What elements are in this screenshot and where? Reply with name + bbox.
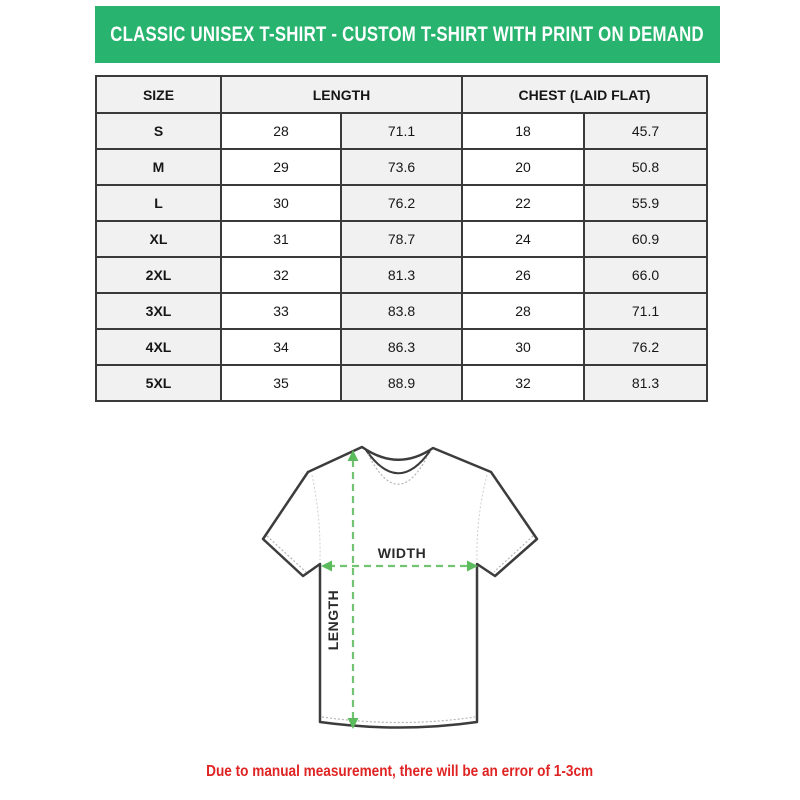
length-cm-cell (341, 365, 462, 401)
length-in-cell (221, 149, 341, 185)
length-in-cell (221, 221, 341, 257)
chest-in-cell (462, 365, 584, 401)
table-row (96, 221, 707, 257)
length-in-value: 30 (273, 195, 289, 211)
length-cm-value: 81.3 (387, 267, 416, 283)
chest-in-cell (462, 221, 584, 257)
length-cm-value: 88.9 (387, 375, 416, 391)
length-cm-cell (341, 149, 462, 185)
length-in-value: 32 (273, 267, 289, 283)
length-cm-value: 83.8 (387, 303, 416, 319)
length-cm-cell (341, 113, 462, 149)
measurement-note (0, 763, 800, 781)
chest-cm-value: 76.2 (631, 339, 660, 355)
chest-cm-value: 55.9 (631, 195, 660, 211)
chest-in-cell (462, 257, 584, 293)
column-header-size-label: SIZE (142, 86, 175, 103)
chest-in-cell (462, 293, 584, 329)
column-header-chest-label: CHEST (LAID FLAT) (518, 86, 651, 103)
chest-cm-cell (584, 257, 707, 293)
size-cell (96, 113, 221, 149)
column-header-chest (462, 76, 707, 113)
length-in-cell (221, 329, 341, 365)
product-title: CLASSIC UNISEX T-SHIRT - CUSTOM T-SHIRT WITH PRINT ON DEMAND (110, 22, 705, 46)
measurement-note-text: Due to manual measurement, there will be an error of 1-3cm (206, 763, 594, 780)
chest-in-value: 32 (515, 375, 531, 391)
length-in-value: 29 (273, 159, 289, 175)
length-cm-cell (341, 185, 462, 221)
length-in-value: 28 (273, 123, 289, 139)
length-cm-cell (341, 293, 462, 329)
size-cell (96, 329, 221, 365)
size-label: 2XL (145, 267, 172, 283)
tshirt-diagram (240, 438, 560, 758)
chest-in-cell (462, 113, 584, 149)
table-header-row (96, 76, 707, 113)
size-label: 3XL (145, 303, 172, 319)
size-cell (96, 185, 221, 221)
chest-cm-cell (584, 113, 707, 149)
chest-in-value: 18 (515, 123, 531, 139)
column-header-size (96, 76, 221, 113)
size-label: 4XL (145, 339, 172, 355)
table-row (96, 365, 707, 401)
length-cm-cell (341, 329, 462, 365)
chest-cm-cell (584, 293, 707, 329)
chest-cm-value: 60.9 (631, 231, 660, 247)
size-label: M (152, 159, 165, 175)
chest-cm-value: 81.3 (631, 375, 660, 391)
chest-cm-value: 66.0 (631, 267, 660, 283)
tshirt-outline (263, 447, 537, 728)
chest-in-cell (462, 185, 584, 221)
chest-in-value: 30 (515, 339, 531, 355)
table-row (96, 113, 707, 149)
length-in-cell (221, 293, 341, 329)
chest-in-value: 20 (515, 159, 531, 175)
chest-in-value: 26 (515, 267, 531, 283)
column-header-length-label: LENGTH (312, 86, 371, 103)
size-chart-table (95, 75, 708, 402)
size-label: S (153, 123, 164, 139)
product-title-banner (95, 6, 720, 63)
length-in-cell (221, 113, 341, 149)
table-row (96, 329, 707, 365)
chest-cm-cell (584, 365, 707, 401)
table-row (96, 149, 707, 185)
size-cell (96, 149, 221, 185)
chest-in-value: 24 (515, 231, 531, 247)
column-header-length (221, 76, 462, 113)
length-label: LENGTH (325, 589, 341, 651)
length-cm-value: 86.3 (387, 339, 416, 355)
size-label: 5XL (145, 375, 172, 391)
chest-cm-cell (584, 329, 707, 365)
chest-cm-value: 71.1 (631, 303, 660, 319)
table-row (96, 293, 707, 329)
size-cell (96, 365, 221, 401)
chest-cm-value: 50.8 (631, 159, 660, 175)
length-in-cell (221, 365, 341, 401)
size-cell (96, 257, 221, 293)
length-cm-value: 78.7 (387, 231, 416, 247)
length-cm-cell (341, 257, 462, 293)
length-cm-value: 71.1 (387, 123, 416, 139)
chest-cm-value: 45.7 (631, 123, 660, 139)
chest-cm-cell (584, 185, 707, 221)
size-cell (96, 293, 221, 329)
length-in-value: 34 (273, 339, 289, 355)
chest-in-value: 28 (515, 303, 531, 319)
table-row (96, 185, 707, 221)
size-cell (96, 221, 221, 257)
length-in-value: 35 (273, 375, 289, 391)
chest-in-cell (462, 329, 584, 365)
chest-in-cell (462, 149, 584, 185)
length-cm-cell (341, 221, 462, 257)
chest-cm-cell (584, 149, 707, 185)
length-cm-value: 73.6 (387, 159, 416, 175)
size-label: XL (149, 231, 168, 247)
length-cm-value: 76.2 (387, 195, 416, 211)
length-in-value: 31 (273, 231, 289, 247)
table-row (96, 257, 707, 293)
chest-cm-cell (584, 221, 707, 257)
length-in-cell (221, 185, 341, 221)
width-label: WIDTH (377, 545, 427, 561)
length-in-cell (221, 257, 341, 293)
length-in-value: 33 (273, 303, 289, 319)
chest-in-value: 22 (515, 195, 531, 211)
size-label: L (154, 195, 163, 211)
